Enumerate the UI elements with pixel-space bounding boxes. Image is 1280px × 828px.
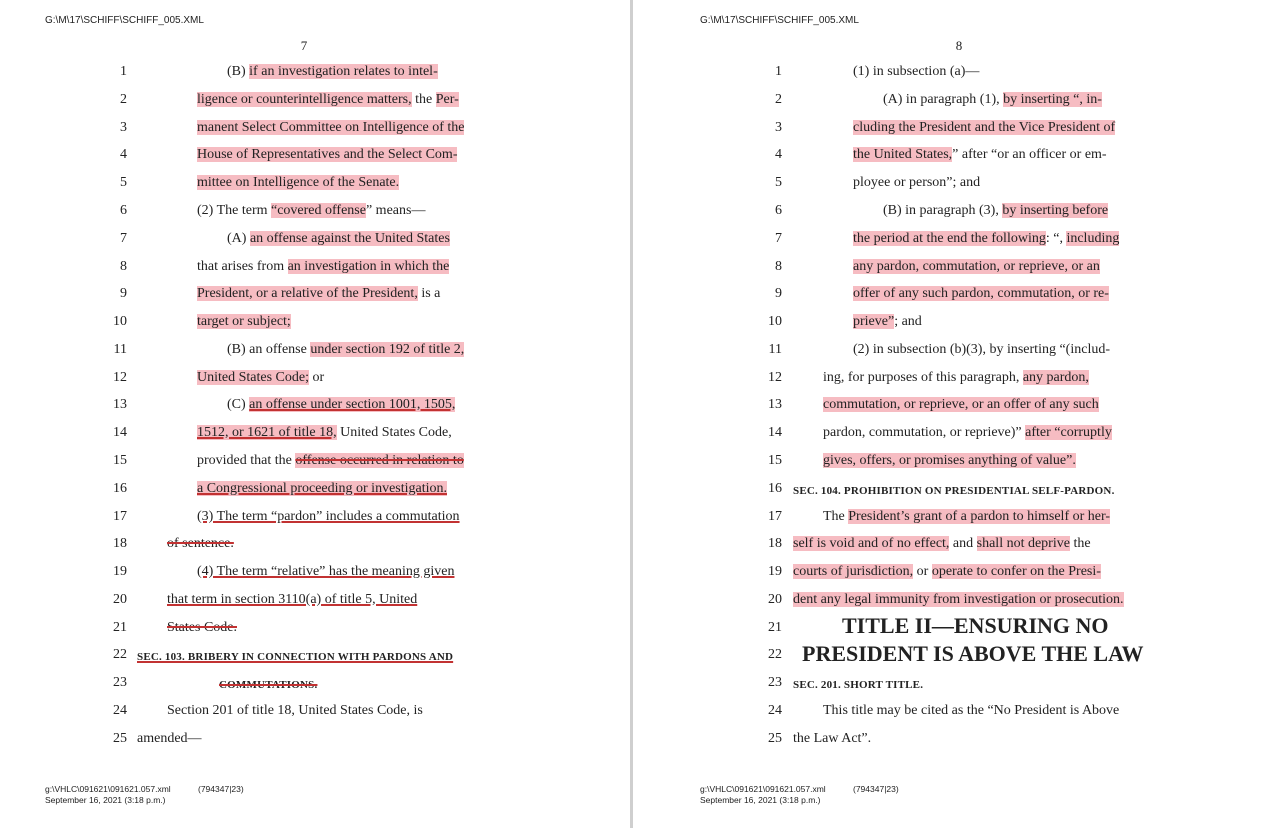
line-number: 3 xyxy=(120,120,127,135)
line-number: 12 xyxy=(113,370,127,385)
text-line: 1512, or 1621 of title 18, United States Code, xyxy=(197,425,452,440)
footer-date: September 16, 2021 (3:18 p.m.) xyxy=(700,795,821,805)
highlight: Per- xyxy=(435,92,459,107)
line-number: 18 xyxy=(768,536,782,551)
highlight: 1512, or 1621 of title 18, xyxy=(197,425,337,440)
line-number: 15 xyxy=(113,453,127,468)
highlight: prieve” xyxy=(853,314,895,329)
line-number: 9 xyxy=(775,286,782,301)
line-number: 7 xyxy=(775,231,782,246)
highlight: President’s grant of a pardon to himself or her- xyxy=(848,509,1111,524)
text-line xyxy=(853,285,1109,303)
line-number: 1 xyxy=(775,64,782,79)
highlight: self is void and of no effect, xyxy=(793,536,950,551)
text-line: (B) in paragraph (3), by inserting before xyxy=(883,203,1109,218)
text-line xyxy=(853,119,1115,137)
page-number: 7 xyxy=(300,38,308,53)
line-number: 2 xyxy=(775,92,782,107)
line-number: 22 xyxy=(113,647,127,662)
text-line xyxy=(197,146,457,164)
highlight: by inserting “, in- xyxy=(1003,92,1102,107)
line-number: 16 xyxy=(113,481,127,496)
text-line: ployee or person”; and xyxy=(853,175,981,190)
footer-ref: (794347|23) xyxy=(853,784,899,794)
highlight: any pardon, xyxy=(1022,370,1089,385)
line-number: 12 xyxy=(768,370,782,385)
text-line: ing, for purposes of this paragraph, any pardon, xyxy=(823,370,1089,385)
line-number: 17 xyxy=(768,509,782,524)
footer-ref: (794347|23) xyxy=(198,784,244,794)
highlight: dent any legal immunity from investigation or prosecution. xyxy=(793,592,1124,607)
highlight: an offense against the United States xyxy=(249,231,450,246)
highlight: ligence or counterintelligence matters, xyxy=(197,92,412,107)
text-line: States Code. xyxy=(167,620,237,635)
line-number: 22 xyxy=(768,647,782,662)
text-line: the period at the end the following: “, including xyxy=(853,231,1120,246)
highlight: United States Code; xyxy=(197,370,309,385)
text-line xyxy=(197,313,291,331)
text-line: This title may be cited as the “No President is Above xyxy=(823,703,1120,718)
line-number: 3 xyxy=(775,120,782,135)
line-number: 4 xyxy=(775,147,782,162)
text-line: of sentence. xyxy=(167,536,234,551)
line-number: 11 xyxy=(113,342,127,357)
highlight: target or subject; xyxy=(197,314,291,329)
text-line: (B) if an investigation relates to intel- xyxy=(227,64,438,79)
footer-file: g:\VHLC\091621\091621.057.xml xyxy=(45,784,171,794)
highlight: gives, offers, or promises anything of value”. xyxy=(823,453,1076,468)
line-number: 16 xyxy=(768,481,782,496)
highlight: under section 192 of title 2, xyxy=(310,342,465,357)
text-line: (2) in subsection (b)(3), by inserting “(includ- xyxy=(853,342,1110,357)
text-line: The President’s grant of a pardon to himself or her- xyxy=(823,509,1111,524)
text-line: (A) in paragraph (1), by inserting “, in- xyxy=(883,92,1102,107)
section-heading: COMMUTATIONS. xyxy=(219,679,318,691)
line-number: 18 xyxy=(113,536,127,551)
line-number: 8 xyxy=(120,259,127,274)
title-heading: PRESIDENT IS ABOVE THE LAW xyxy=(802,641,1144,666)
text-line xyxy=(853,258,1100,276)
text-line: (C) an offense under section 1001, 1505, xyxy=(227,397,456,412)
text-line: United States Code; or xyxy=(197,370,325,385)
line-number: 14 xyxy=(768,425,782,440)
line-number: 19 xyxy=(113,564,127,579)
line-number: 5 xyxy=(775,175,782,190)
line-number: 6 xyxy=(120,203,127,218)
line-number: 5 xyxy=(120,175,127,190)
highlight: commutation, or reprieve, or an offer of any such xyxy=(823,397,1099,412)
highlight: cluding the President and the Vice President of xyxy=(853,120,1116,135)
text-line: amended— xyxy=(137,731,202,746)
page-header-path: G:\M\17\SCHIFF\SCHIFF_005.XML xyxy=(700,15,859,26)
line-number: 13 xyxy=(768,397,782,412)
text-line: pardon, commutation, or reprieve)” after “corruptly xyxy=(823,425,1112,440)
highlight: offer of any such pardon, commutation, or re- xyxy=(853,286,1109,301)
line-number: 7 xyxy=(120,231,127,246)
line-number: 9 xyxy=(120,286,127,301)
line-number: 4 xyxy=(120,147,127,162)
highlight: offense occurred in relation to xyxy=(295,453,464,468)
highlight: if an investigation relates to intel- xyxy=(249,64,438,79)
highlight: shall not deprive xyxy=(976,536,1070,551)
document-page-7 xyxy=(0,0,630,828)
line-number: 23 xyxy=(768,675,782,690)
line-number: 11 xyxy=(768,342,782,357)
line-number: 8 xyxy=(775,259,782,274)
text-line: ligence or counterintelligence matters, the Per- xyxy=(197,92,459,107)
line-number: 6 xyxy=(775,203,782,218)
line-number: 1 xyxy=(120,64,127,79)
line-number: 24 xyxy=(113,703,127,718)
text-line: courts of jurisdiction, or operate to confer on the Presi- xyxy=(793,564,1101,579)
text-line: self is void and of no effect, and shall not deprive the xyxy=(793,536,1091,551)
highlight: including xyxy=(1066,231,1120,246)
title-heading: TITLE II—ENSURING NO xyxy=(842,613,1109,638)
text-line: that term in section 3110(a) of title 5, United xyxy=(167,592,418,607)
line-number: 14 xyxy=(113,425,127,440)
text-line: the United States,” after “or an officer or em- xyxy=(853,147,1107,162)
highlight: House of Representatives and the Select Com- xyxy=(197,147,458,162)
text-line xyxy=(823,452,1076,470)
line-number: 15 xyxy=(768,453,782,468)
line-number: 21 xyxy=(768,620,782,635)
highlight: by inserting before xyxy=(1002,203,1109,218)
text-line: provided that the offense occurred in relation to xyxy=(197,453,464,468)
line-number: 24 xyxy=(768,703,782,718)
highlight: any pardon, commutation, or reprieve, or an xyxy=(853,259,1100,274)
text-line: (B) an offense under section 192 of title 2, xyxy=(227,342,465,357)
page-divider xyxy=(630,0,633,828)
line-number: 10 xyxy=(113,314,127,329)
highlight: an investigation in which the xyxy=(287,259,450,274)
text-line: that arises from an investigation in which the xyxy=(197,259,450,274)
line-number: 21 xyxy=(113,620,127,635)
line-number: 19 xyxy=(768,564,782,579)
section-heading: SEC. 201. SHORT TITLE. xyxy=(793,679,924,691)
highlight: manent Select Committee on Intelligence of the xyxy=(197,120,465,135)
line-number: 17 xyxy=(113,509,127,524)
text-line: the Law Act”. xyxy=(793,731,872,746)
page-footer xyxy=(700,784,899,806)
highlight: operate to confer on the Presi- xyxy=(931,564,1101,579)
line-number: 2 xyxy=(120,92,127,107)
highlight: the period at the end the following xyxy=(853,231,1046,246)
text-line: (4) The term “relative” has the meaning given xyxy=(197,564,455,579)
line-number: 20 xyxy=(768,592,782,607)
page-footer xyxy=(45,784,244,806)
section-heading: SEC. 103. BRIBERY IN CONNECTION WITH PARDONS AND xyxy=(137,651,454,663)
text-line: (A) an offense against the United States xyxy=(227,231,450,246)
highlight: President, or a relative of the President, xyxy=(197,286,418,301)
highlight: the United States, xyxy=(853,147,953,162)
text-line xyxy=(197,119,464,137)
text-line: President, or a relative of the President, is a xyxy=(197,286,441,301)
page-number: 8 xyxy=(955,38,963,53)
text-line: prieve”; and xyxy=(853,314,922,329)
page-header-path: G:\M\17\SCHIFF\SCHIFF_005.XML xyxy=(45,15,204,26)
text-line: (2) The term “covered offense” means— xyxy=(197,203,426,218)
line-number: 25 xyxy=(768,731,782,746)
footer-file: g:\VHLC\091621\091621.057.xml xyxy=(700,784,826,794)
line-number: 10 xyxy=(768,314,782,329)
text-line xyxy=(197,174,399,192)
section-heading: SEC. 104. PROHIBITION ON PRESIDENTIAL SELF-PARDON. xyxy=(793,485,1115,497)
highlight: “covered offense xyxy=(271,203,366,218)
highlight: an offense under section 1001, 1505, xyxy=(249,397,456,412)
highlight: courts of jurisdiction, xyxy=(793,564,914,579)
page-gutter xyxy=(630,0,650,828)
text-line: Section 201 of title 18, United States Code, is xyxy=(167,703,423,718)
highlight: mittee on Intelligence of the Senate. xyxy=(197,175,400,190)
line-number: 20 xyxy=(113,592,127,607)
footer-date: September 16, 2021 (3:18 p.m.) xyxy=(45,795,166,805)
highlight: after “corruptly xyxy=(1025,425,1112,440)
line-number: 13 xyxy=(113,397,127,412)
document-page-8 xyxy=(650,0,1280,828)
text-line xyxy=(197,480,447,498)
highlight: a Congressional proceeding or investigation. xyxy=(197,481,447,496)
text-line xyxy=(823,396,1099,414)
text-line xyxy=(793,591,1124,609)
line-number: 25 xyxy=(113,731,127,746)
line-number: 23 xyxy=(113,675,127,690)
text-line: (1) in subsection (a)— xyxy=(853,64,980,79)
text-line: (3) The term “pardon” includes a commutation xyxy=(197,509,460,524)
